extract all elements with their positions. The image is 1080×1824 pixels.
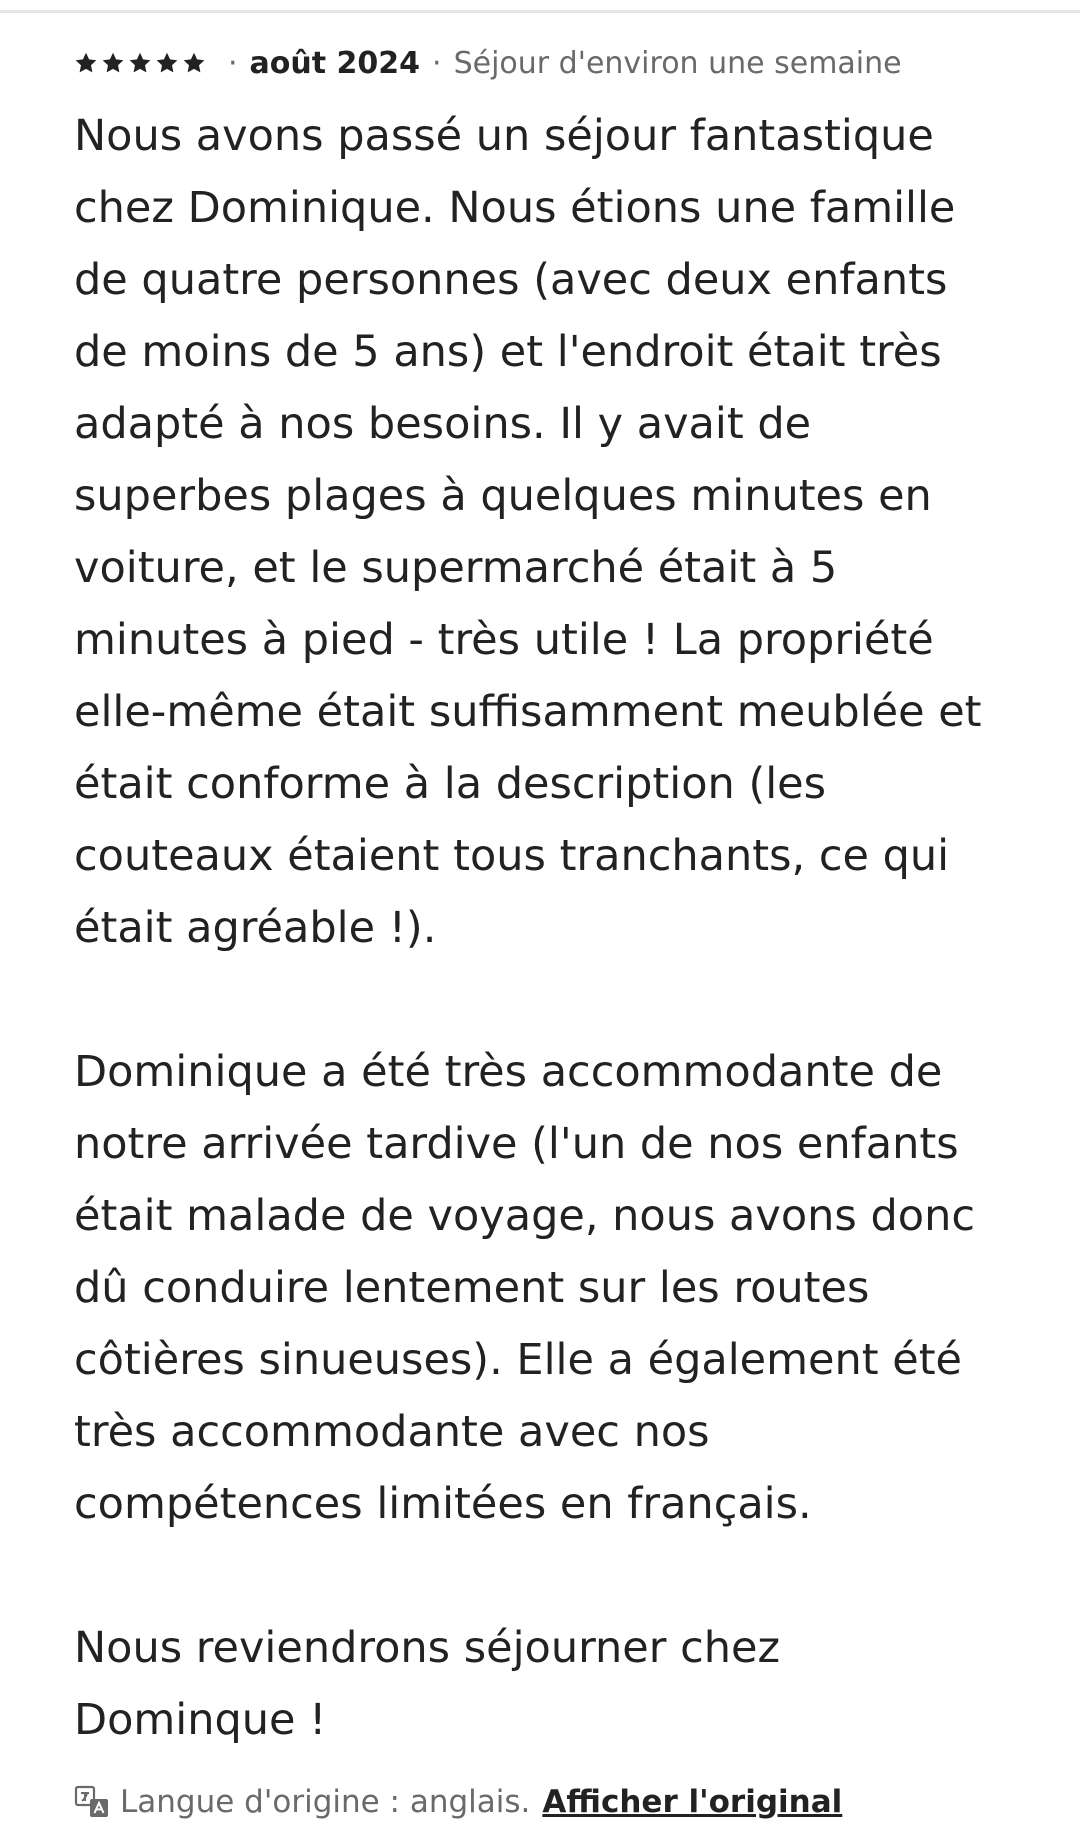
review-paragraph (74, 100, 1054, 964)
meta-separator: · (228, 45, 238, 81)
review-line: Nous avons passé un séjour fantastique (74, 111, 934, 161)
star-icon (101, 51, 125, 75)
review-text (74, 100, 1054, 1756)
review-line: était malade de voyage, nous avons donc (74, 1191, 975, 1241)
show-original-link[interactable]: Afficher l'original (542, 1784, 843, 1820)
review-line: très accommodante avec nos (74, 1407, 710, 1457)
translation-text: Langue d'origine : anglais. (120, 1784, 531, 1820)
review-line: côtières sinueuses). Elle a également été (74, 1335, 963, 1385)
review-line: Nous reviendrons séjourner chez (74, 1623, 781, 1673)
top-divider (0, 10, 1080, 13)
review-line: elle-même était suffisamment meublée et (74, 687, 982, 737)
review-meta (74, 38, 1054, 88)
star-rating (74, 51, 206, 75)
review-card (74, 38, 1054, 1756)
review-paragraph (74, 1612, 1054, 1756)
star-icon (182, 51, 206, 75)
star-icon (128, 51, 152, 75)
review-line: notre arrivée tardive (l'un de nos enfants (74, 1119, 959, 1169)
review-line: couteaux étaient tous tranchants, ce qui (74, 831, 950, 881)
review-line: compétences limitées en français. (74, 1479, 812, 1529)
review-line: de moins de 5 ans) et l'endroit était très (74, 327, 942, 377)
review-line: adapté à nos besoins. Il y avait de (74, 399, 812, 449)
review-line: Dominique a été très accommodante de (74, 1047, 943, 1097)
meta-separator: · (432, 45, 442, 81)
star-icon (155, 51, 179, 75)
translate-icon (74, 1784, 110, 1820)
review-line: voiture, et le supermarché était à 5 (74, 543, 838, 593)
star-icon (74, 51, 98, 75)
review-line: Dominque ! (74, 1695, 327, 1745)
review-line: était agréable !). (74, 903, 437, 953)
review-line: superbes plages à quelques minutes en (74, 471, 932, 521)
review-paragraph (74, 1036, 1054, 1540)
stay-duration: Séjour d'environ une semaine (453, 45, 902, 81)
review-date: août 2024 (249, 45, 421, 81)
review-line: minutes à pied - très utile ! La propriété (74, 615, 934, 665)
review-line: chez Dominique. Nous étions une famille (74, 183, 956, 233)
translation-notice (74, 1780, 842, 1824)
review-line: dû conduire lentement sur les routes (74, 1263, 870, 1313)
review-line: était conforme à la description (les (74, 759, 827, 809)
review-line: de quatre personnes (avec deux enfants (74, 255, 948, 305)
